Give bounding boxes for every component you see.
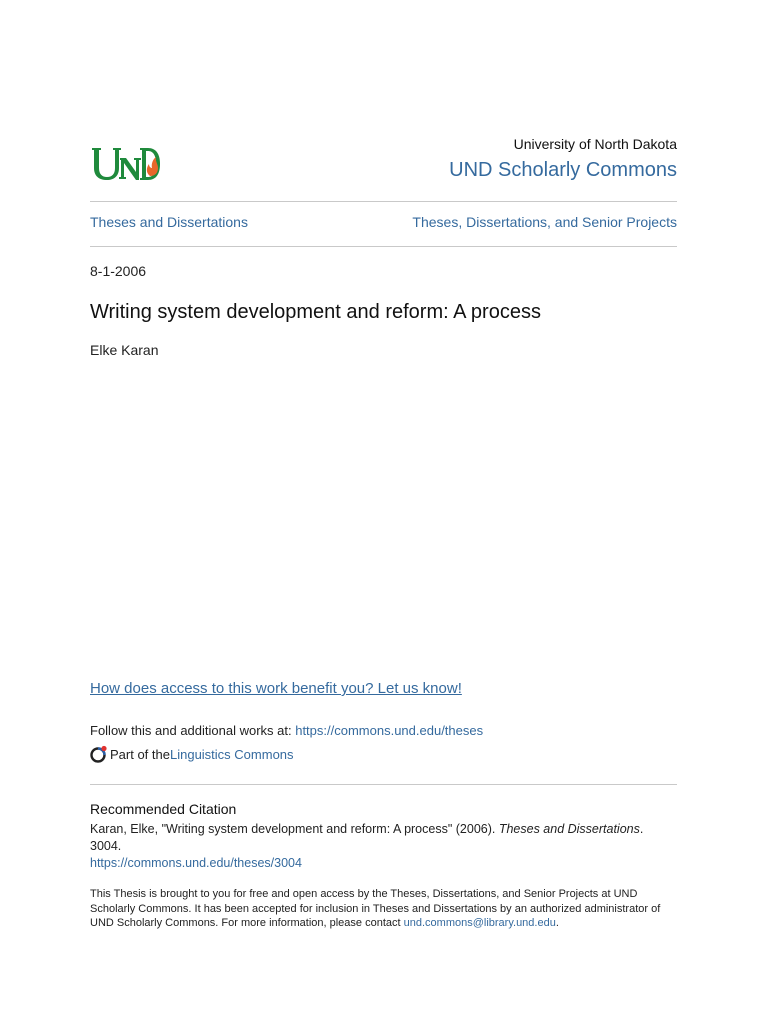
- breadcrumb-theses-link[interactable]: Theses and Dissertations: [90, 214, 248, 230]
- author-name: Elke Karan: [90, 342, 159, 358]
- citation-series: Theses and Dissertations: [498, 822, 640, 836]
- notice-text: This Thesis is brought to you for free and open access by the Theses, Dissertations, and Senior Projects at UND Scholarly Commons. It has been accepted for inclusion in Theses and Dissertations by an authorized administrator of UND Scholarly Commons. For more information, please contact: [90, 888, 661, 929]
- citation-number: . 3004.: [90, 822, 644, 853]
- citation-main: Karan, Elke, "Writing system development and reform: A process" (2006).: [90, 822, 499, 836]
- logo-text: UND: [90, 146, 93, 147]
- follow-prefix: Follow this and additional works at:: [90, 723, 296, 738]
- citation-divider: [90, 784, 677, 785]
- access-notice: [90, 887, 677, 931]
- part-of-line: [90, 745, 294, 763]
- citation-text: [90, 821, 677, 872]
- header-institution: [449, 136, 677, 182]
- linguistics-commons-link[interactable]: Linguistics Commons: [169, 746, 294, 762]
- benefit-feedback-link[interactable]: How does access to this work benefit you? Let us know!: [90, 680, 462, 697]
- header-divider: [90, 201, 677, 202]
- contact-email-link[interactable]: und.commons@library.und.edu: [403, 917, 556, 929]
- scholarly-commons-link[interactable]: UND Scholarly Commons: [449, 159, 677, 181]
- work-title: Writing system development and reform: A process: [90, 301, 541, 323]
- part-of-prefix: Part of the: [110, 746, 170, 762]
- publication-date: 8-1-2006: [90, 263, 147, 279]
- commons-network-icon: [90, 745, 108, 763]
- university-name: University of North Dakota: [513, 136, 677, 152]
- und-logo[interactable]: [90, 146, 160, 182]
- breadcrumb-divider: [90, 246, 677, 247]
- breadcrumb-collection-link[interactable]: Theses, Dissertations, and Senior Projects: [412, 214, 677, 230]
- citation-url-link[interactable]: https://commons.und.edu/theses/3004: [90, 856, 302, 870]
- citation-heading: Recommended Citation: [90, 801, 237, 817]
- follow-url-link[interactable]: https://commons.und.edu/theses: [295, 723, 484, 738]
- notice-end: .: [555, 917, 559, 929]
- follow-line: [90, 723, 483, 738]
- cover-page: [90, 0, 677, 1024]
